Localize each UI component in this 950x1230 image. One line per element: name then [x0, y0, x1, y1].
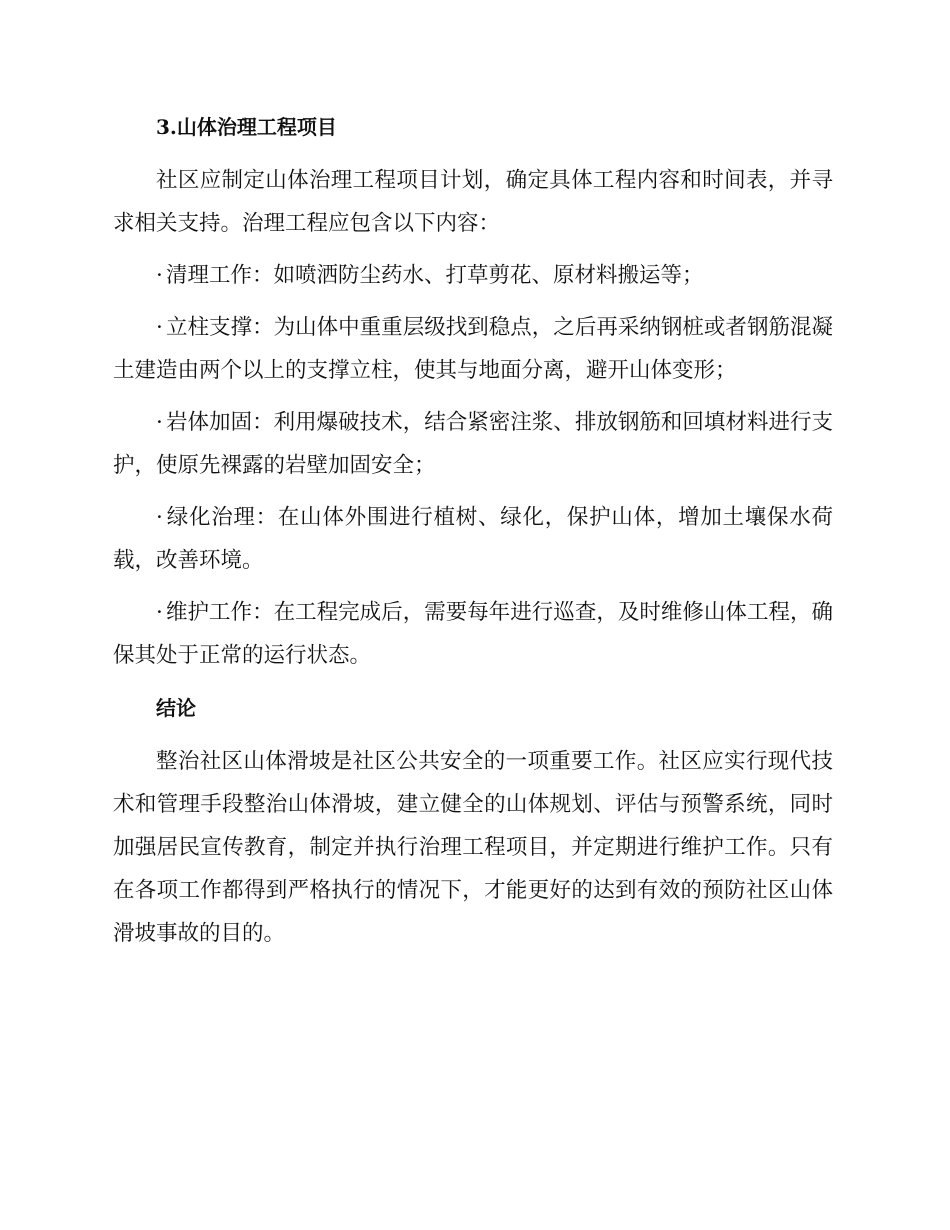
bullet-text: 清理工作：如喷洒防尘药水、打草剪花、原材料搬运等； — [166, 263, 704, 288]
bullet-item-pillar-support — [113, 306, 833, 392]
bullet-text: 岩体加固：利用爆破技术，结合紧密注浆、排放钢筋和回填材料进行支护，使原先裸露的岩壁加固安全； — [113, 410, 833, 478]
bullet-text: 绿化治理：在山体外围进行植树、绿化，保护山体，增加土壤保水荷载，改善环境。 — [113, 505, 833, 573]
bullet-item-greening — [113, 496, 833, 582]
bullet-text: 立柱支撑：为山体中重重层级找到稳点，之后再采纳钢桩或者钢筋混凝土建造由两个以上的支撑立柱，使其与地面分离，避开山体变形； — [113, 315, 833, 383]
section-heading: 3.山体治理工程项目 — [156, 115, 337, 139]
bullet-item-maintenance — [113, 591, 833, 677]
conclusion-paragraph: 整治社区山体滑坡是社区公共安全的一项重要工作。社区应实行现代技术和管理手段整治山体滑坡，建立健全的山体规划、评估与预警系统，同时加强居民宣传教育，制定并执行治理工程项目，并定期进行维护工作。只有在各项工作都得到严格执行的情况下，才能更好的达到有效的预防社区山体滑坡事故的目的。 — [113, 749, 833, 946]
bullet-marker: · — [156, 315, 163, 340]
section-intro-paragraph: 社区应制定山体治理工程项目计划，确定具体工程内容和时间表，并寻求相关支持。治理工程应包含以下内容： — [113, 168, 833, 236]
bullet-marker: · — [156, 505, 163, 530]
bullet-text: 维护工作：在工程完成后，需要每年进行巡查，及时维修山体工程，确保其处于正常的运行状态。 — [113, 600, 833, 668]
bullet-item-cleanup — [113, 254, 833, 297]
bullet-item-rock-reinforcement — [113, 401, 833, 487]
document-body — [113, 105, 833, 964]
conclusion-heading: 结论 — [156, 696, 196, 720]
bullet-marker: · — [156, 263, 163, 288]
bullet-marker: · — [156, 410, 163, 435]
bullet-marker: · — [156, 600, 163, 625]
